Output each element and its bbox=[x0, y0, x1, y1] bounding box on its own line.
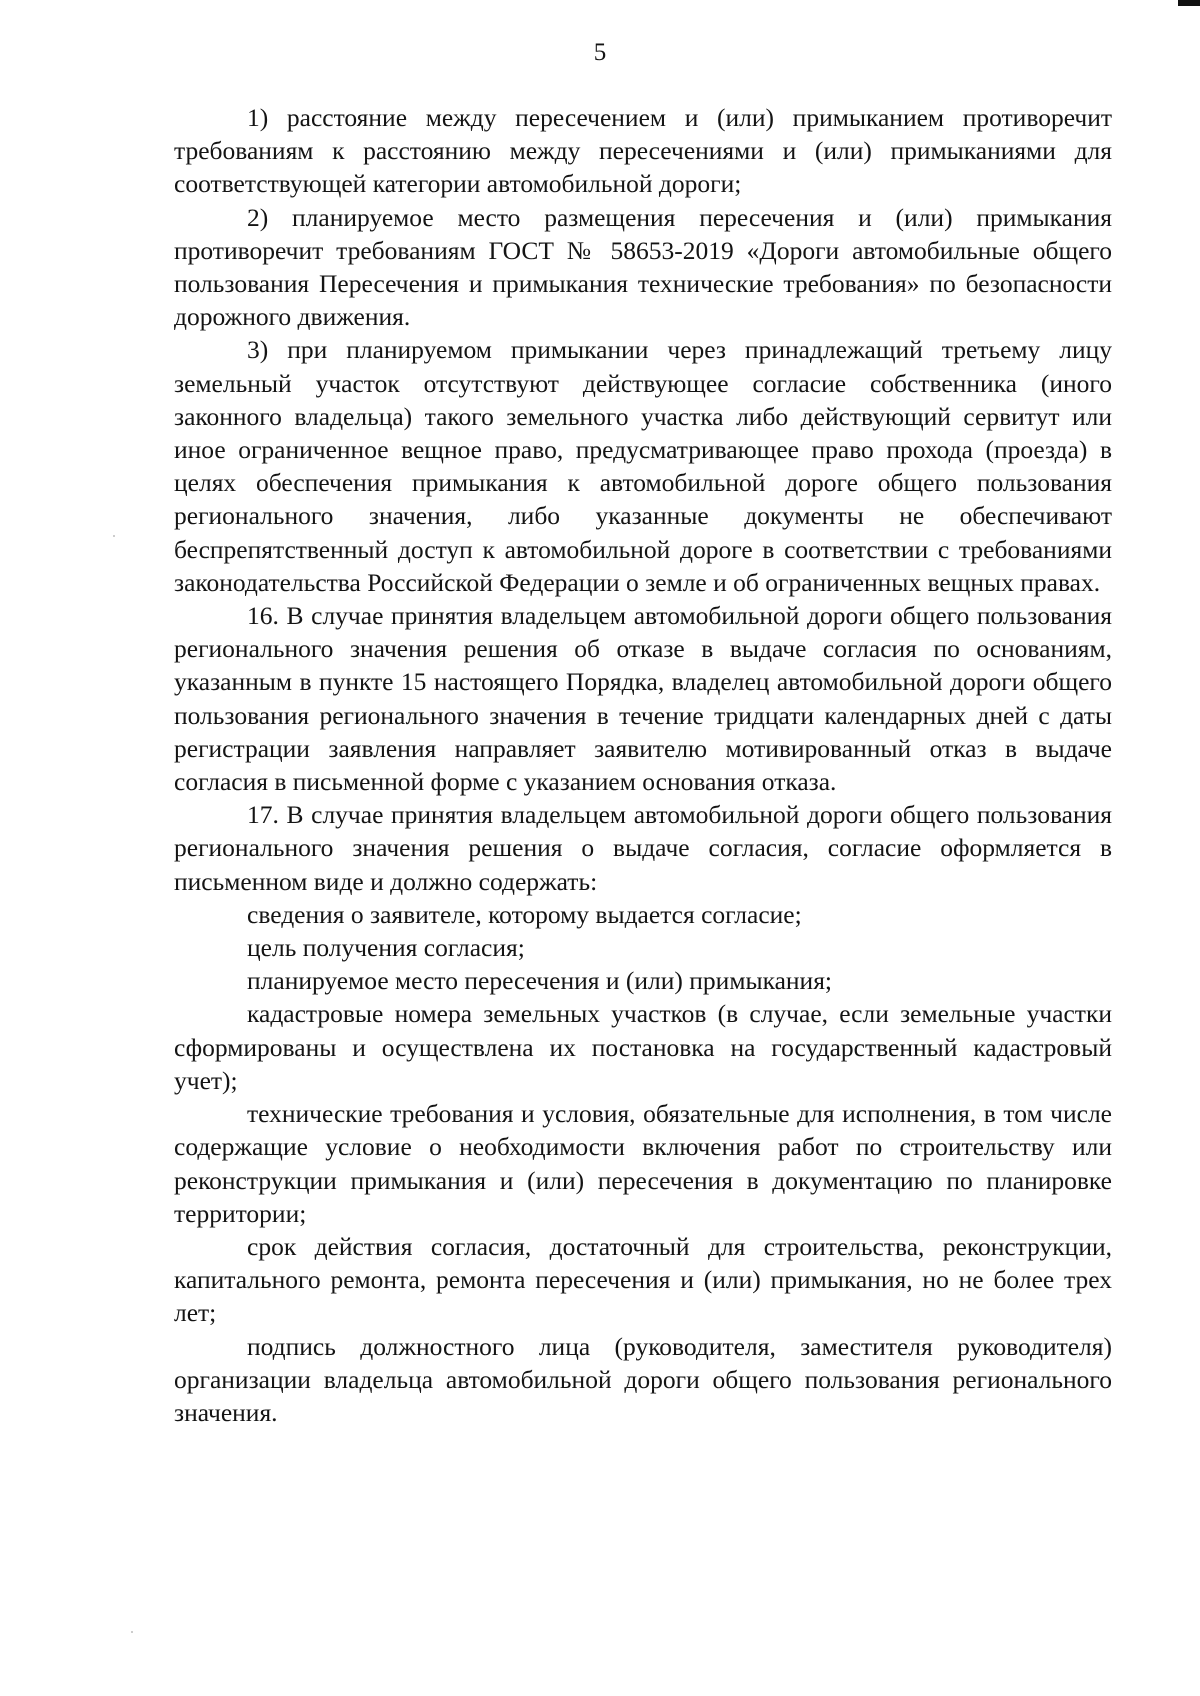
scan-speck bbox=[113, 535, 115, 537]
paragraph-item-2: 2) планируемое место размещения пересечения и (или) примыкания противоречит требованиям ГОСТ № 58653-2019 «Дороги автомобильные общего пользования Пересечения и примыкания технические требования» по безопасности дорожного движения. bbox=[174, 202, 1112, 332]
list-item-validity-period: срок действия согласия, достаточный для строительства, реконструкции, капитального ремонта, ремонта пересечения и (или) примыкания, но не более трех лет; bbox=[174, 1231, 1112, 1328]
page-number: 5 bbox=[593, 39, 607, 66]
scan-speck bbox=[131, 1631, 133, 1633]
paragraph-clause-17: 17. В случае принятия владельцем автомобильной дороги общего пользования регионального значения решения о выдаче согласия, согласие оформляется в письменном виде и должно содержать: bbox=[174, 800, 1112, 896]
list-item-purpose: цель получения согласия; bbox=[247, 933, 525, 963]
list-item-official-signature: подпись должностного лица (руководителя, заместителя руководителя) организации владельца автомобильной дороги общего пользования регионального значения. bbox=[174, 1331, 1112, 1427]
list-item-applicant-info: сведения о заявителе, которому выдается согласие; bbox=[247, 899, 802, 929]
list-item-technical-requirements: технические требования и условия, обязательные для исполнения, в том числе содержащие условие о необходимости включения работ по строительству или реконструкции примыкания и (или) пересечения в документацию по планировке территории; bbox=[174, 1099, 1112, 1228]
paragraph-clause-16: 16. В случае принятия владельцем автомобильной дороги общего пользования регионального значения решения об отказе в выдаче согласия по основаниям, указанным в пункте 15 настоящего Порядка, владелец автомобильной дороги общего пользования регионального значения в течение тридцати календарных дней с даты регистрации заявления направляет заявителю мотивированный отказ в выдаче согласия в письменной форме с указанием основания отказа. bbox=[174, 601, 1112, 797]
scan-corner-mark bbox=[1178, 0, 1200, 6]
paragraph-item-3: 3) при планируемом примыкании через принадлежащий третьему лицу земельный участок отсутствуют действующее согласие собственника (иного законного владельца) такого земельного участка либо действующий сервитут или иное ограниченное вещное право, предусматривающее право прохода (проезда) в целях обеспечения примыкания к автомобильной дороге общего пользования регионального значения, либо указанные документы не обеспечивают беспрепятственный доступ к автомобильной дороге в соответствии с требованиями законодательства Российской Федерации о земле и об ограниченных вещных правах. bbox=[174, 335, 1112, 597]
list-item-cadastral-numbers: кадастровые номера земельных участков (в случае, если земельные участки сформированы и осуществлена их постановка на государственный кадастровый учет); bbox=[174, 999, 1112, 1095]
paragraph-item-1: 1) расстояние между пересечением и (или) примыканием противоречит требованиям к расстоянию между пересечениями и (или) примыканиями для соответствующей категории автомобильной дороги; bbox=[174, 103, 1112, 199]
document-body bbox=[174, 101, 1112, 1429]
list-item-planned-location: планируемое место пересечения и (или) примыкания; bbox=[247, 966, 833, 996]
